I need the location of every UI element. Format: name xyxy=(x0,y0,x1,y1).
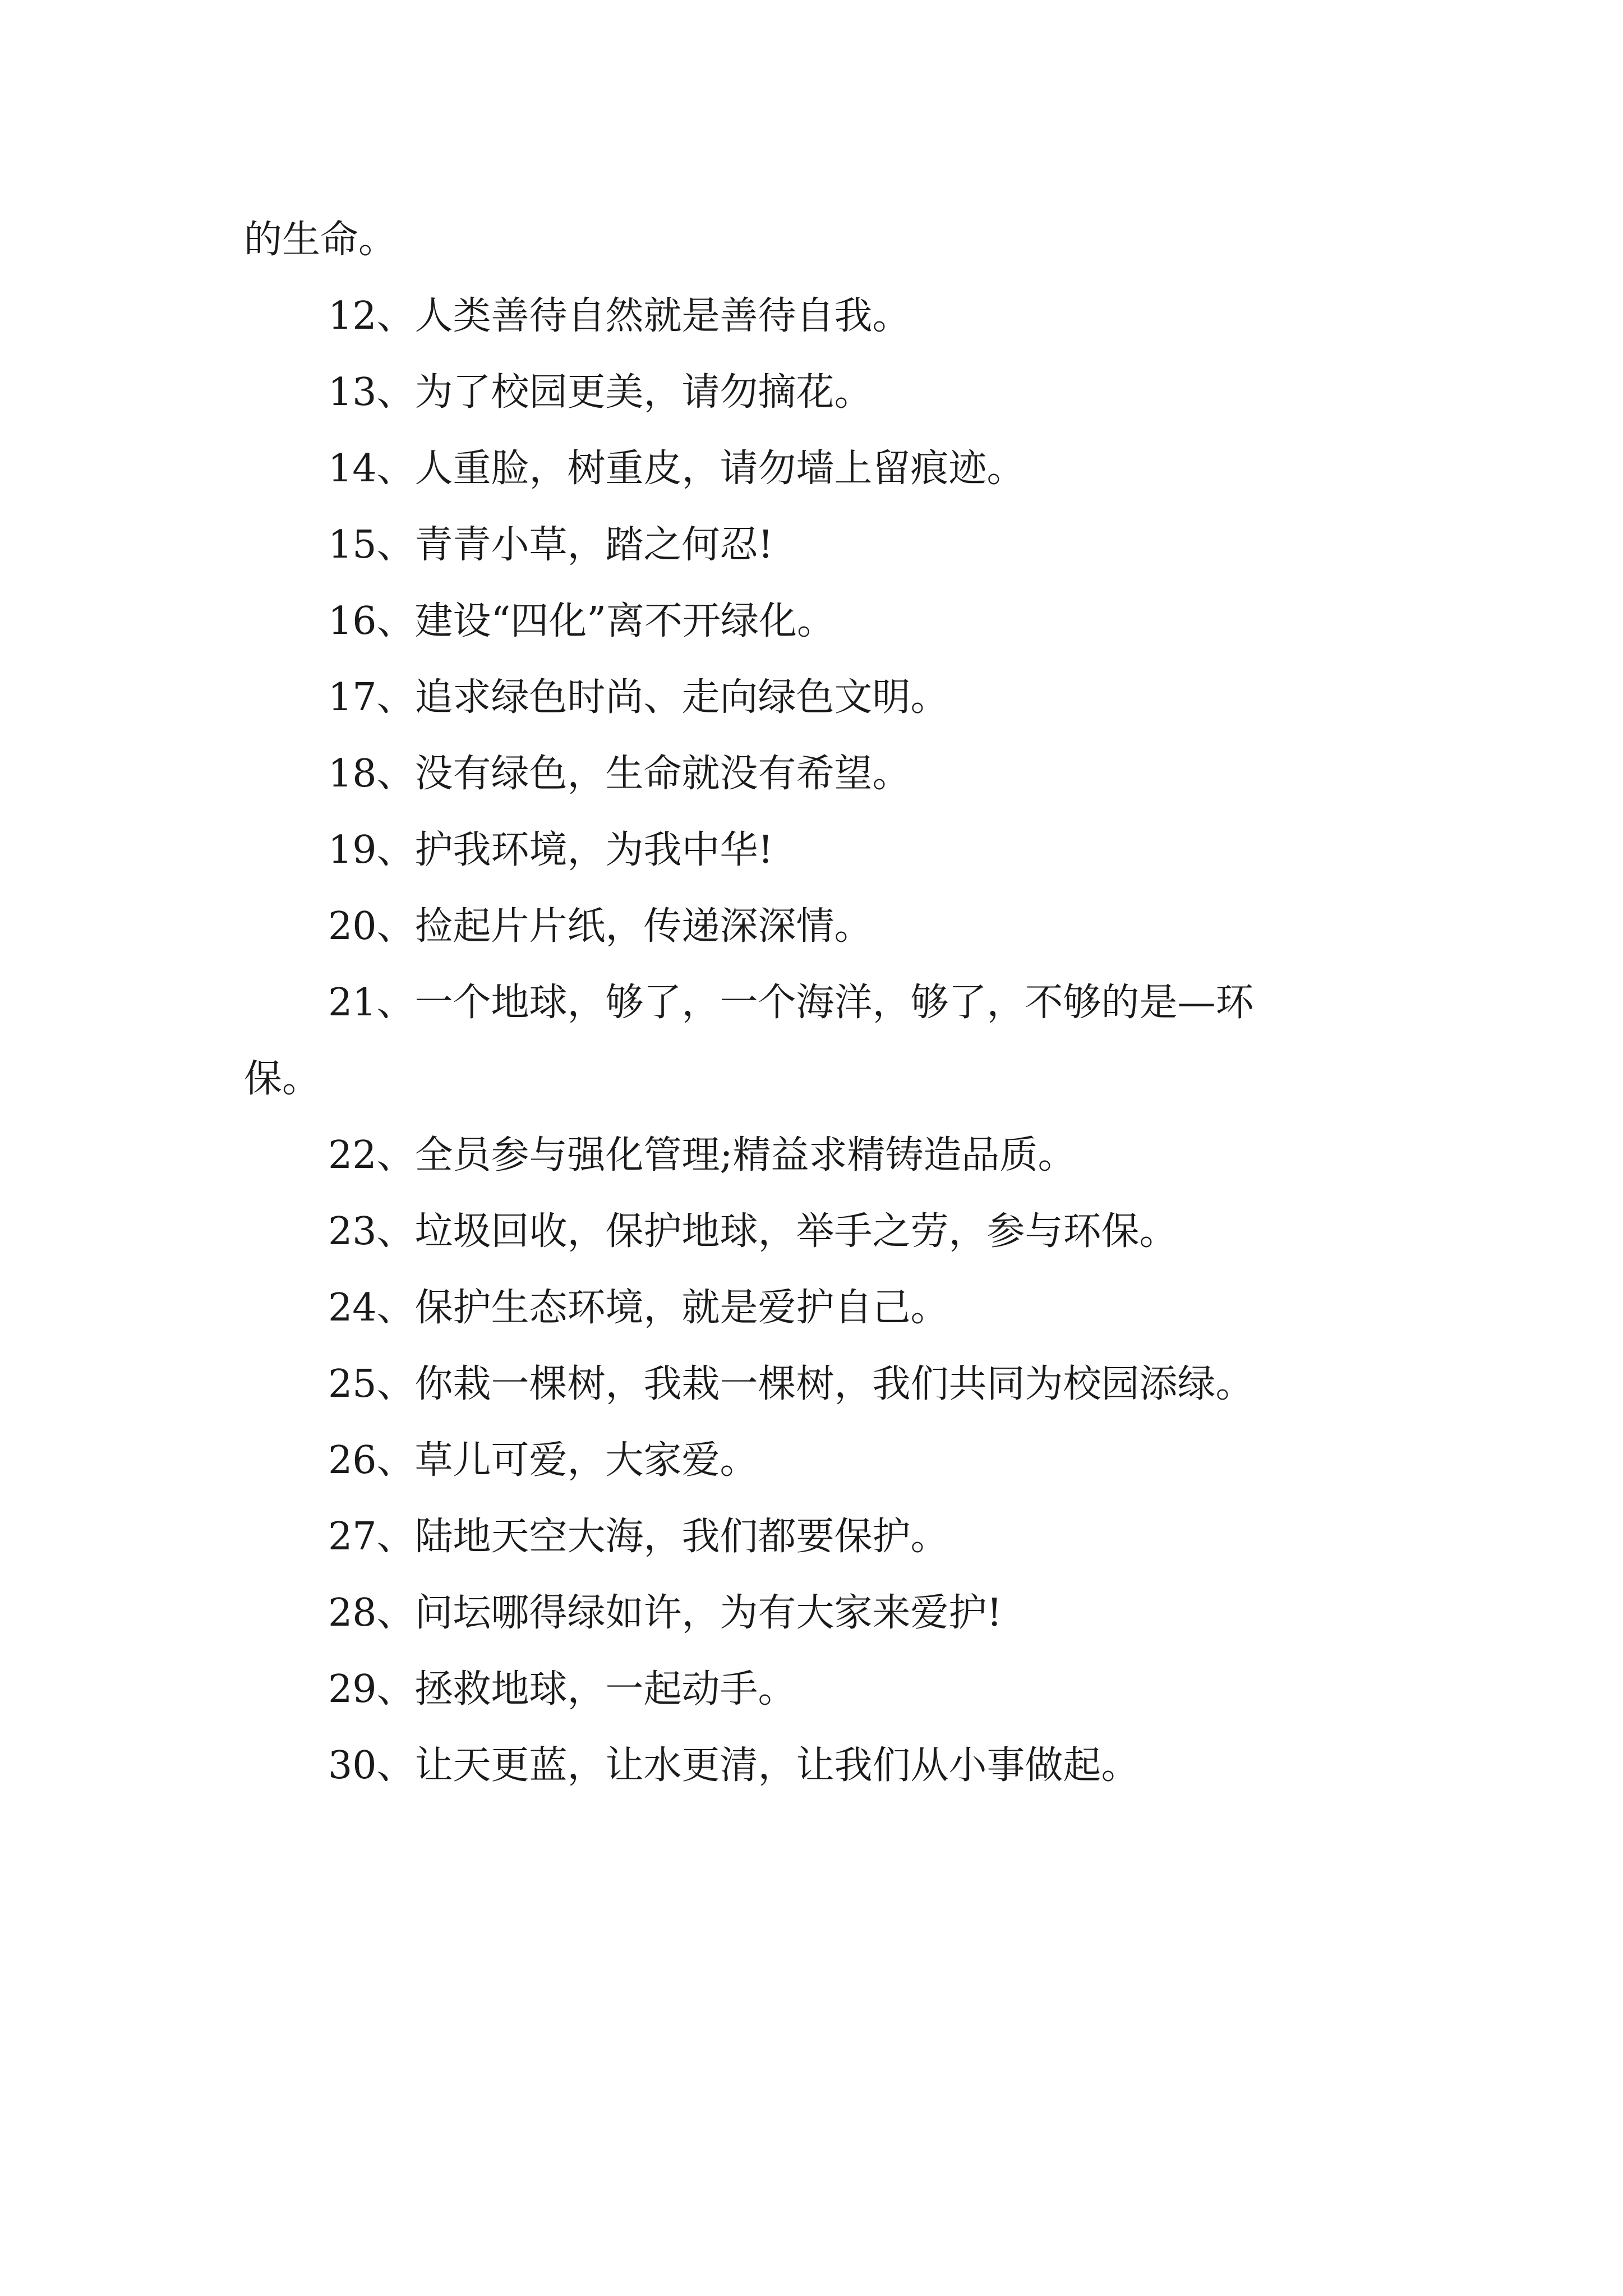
slogan-item: 20、捡起片片纸，传递深深情。 xyxy=(328,904,873,949)
slogan-item: 28、问坛哪得绿如许，为有大家来爱护! xyxy=(328,1591,1002,1635)
slogan-item: 21、一个地球，够了，一个海洋，够了，不够的是—环 xyxy=(328,981,1254,1025)
slogan-item: 27、陆地天空大海，我们都要保护。 xyxy=(328,1515,949,1559)
slogan-item: 26、草儿可爱，大家爱。 xyxy=(328,1438,758,1483)
slogan-item: 25、你栽一棵树，我栽一棵树，我们共同为校园添绿。 xyxy=(328,1362,1254,1406)
slogan-item: 30、让天更蓝，让水更清，让我们从小事做起。 xyxy=(328,1743,1140,1788)
slogan-item: 14、人重脸，树重皮，请勿墙上留痕迹。 xyxy=(328,447,1025,491)
slogan-item: 29、拯救地球，一起动手。 xyxy=(328,1667,796,1711)
slogan-item: 19、护我环境，为我中华! xyxy=(328,828,773,872)
text-line: 保。 xyxy=(244,1057,321,1101)
slogan-item: 24、保护生态环境，就是爱护自己。 xyxy=(328,1286,949,1330)
slogan-item: 18、没有绿色，生命就没有希望。 xyxy=(328,752,911,796)
text-line: 的生命。 xyxy=(244,218,397,262)
slogan-item: 16、建设“四化”离不开绿化。 xyxy=(328,599,836,643)
slogan-item: 12、人类善待自然就是善待自我。 xyxy=(328,294,911,338)
slogan-item: 23、垃圾回收，保护地球，举手之劳，参与环保。 xyxy=(328,1209,1178,1254)
slogan-item: 13、为了校园更美，请勿摘花。 xyxy=(328,370,873,415)
slogan-item: 22、全员参与强化管理;精益求精铸造品质。 xyxy=(328,1133,1076,1177)
slogan-item: 17、追求绿色时尚、走向绿色文明。 xyxy=(328,675,949,720)
slogan-item: 15、青青小草，踏之何忍! xyxy=(328,523,773,567)
body-text xyxy=(244,202,1410,1804)
